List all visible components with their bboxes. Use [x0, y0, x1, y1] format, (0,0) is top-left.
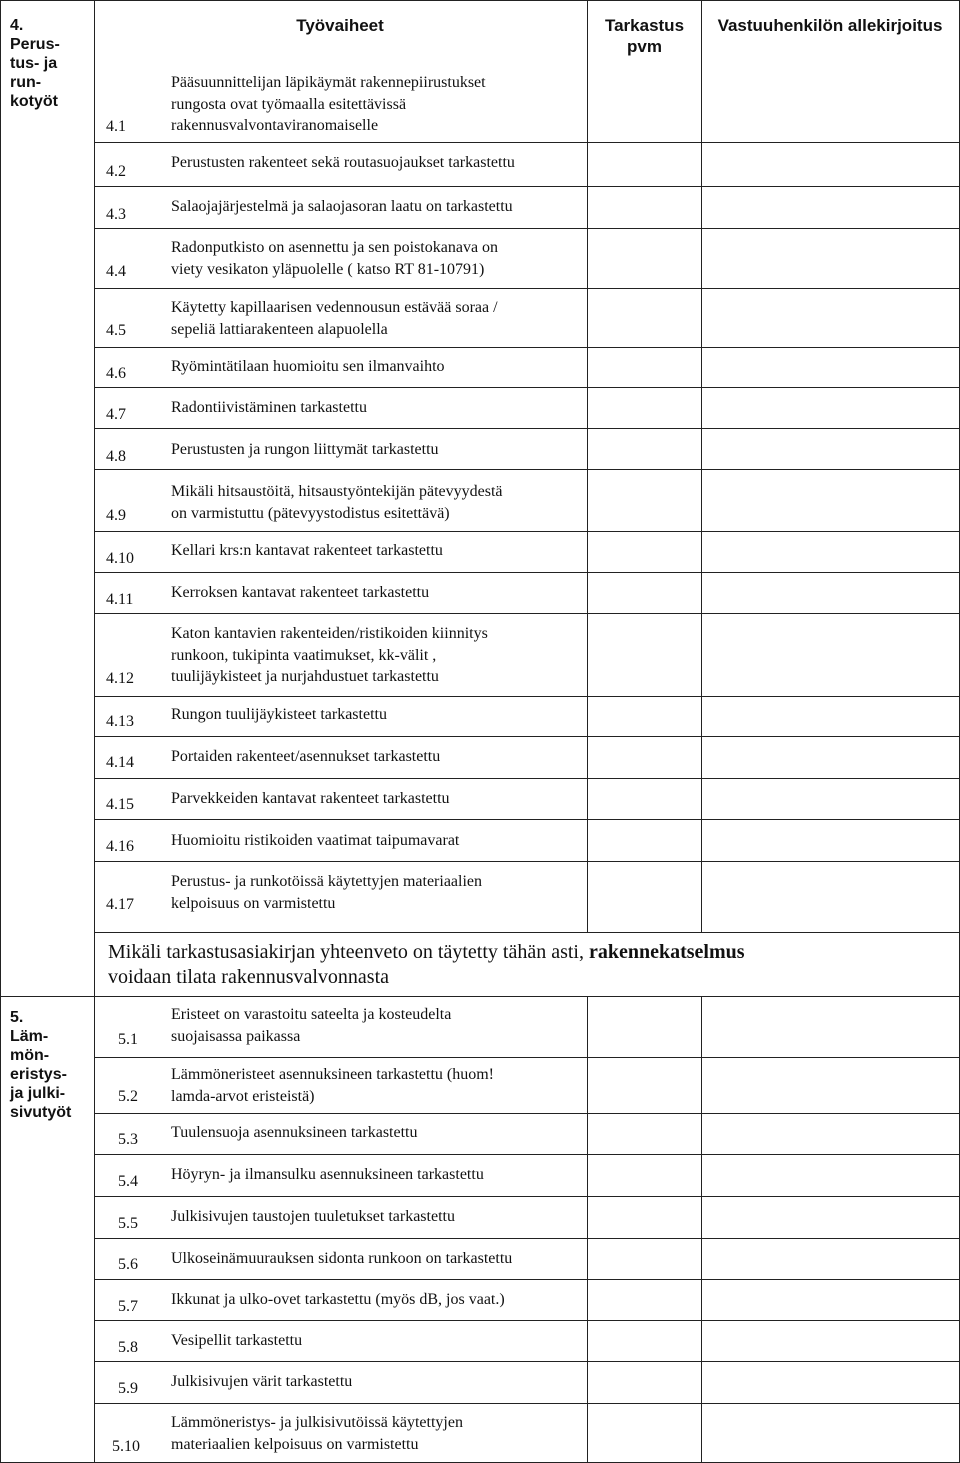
- row-task: Perustus- ja runkotöissä käytettyjen materiaalien kelpoisuus on varmistettu: [171, 873, 483, 912]
- header-signature: Vastuuhenkilön allekirjoitus: [717, 16, 943, 35]
- note-line-2: voidaan tilata rakennusvalvonnasta: [108, 966, 390, 988]
- row-number: 4.10: [106, 550, 134, 567]
- row-task: Huomioitu ristikoiden vaatimat taipumavarat: [171, 832, 460, 849]
- row-number: 4.6: [106, 365, 126, 382]
- row-number: 4.11: [106, 591, 134, 608]
- row-number: 5.4: [118, 1173, 138, 1190]
- row-task: Ulkoseinämuurauksen sidonta runkoon on tarkastettu: [171, 1250, 513, 1267]
- row-task: Radonputkisto on asennettu ja sen poistokanava on viety vesikaton yläpuolelle ( katso RT 81-10791): [171, 239, 499, 278]
- row-number: 5.2: [118, 1088, 138, 1105]
- note-line-1: [108, 940, 948, 965]
- row-number: 4.15: [106, 796, 134, 813]
- row-number: 4.13: [106, 713, 134, 730]
- row-task: Perustusten ja rungon liittymät tarkastettu: [171, 441, 439, 458]
- row-task: Pääsuunnittelijan läpikäymät rakennepiirustukset rungosta ovat työmaalla esitettävissä rakennusvalvontaviranomaiselle: [171, 74, 486, 134]
- row-number: 4.2: [106, 163, 126, 180]
- row-number: 5.9: [118, 1380, 138, 1397]
- row-task: Rungon tuulijäykisteet tarkastettu: [171, 706, 387, 723]
- row-task: Lämmöneristeet asennuksineen tarkastettu (huom! lamda-arvot eristeistä): [171, 1066, 495, 1105]
- row-number: 5.1: [118, 1031, 138, 1048]
- note-bold: rakennekatselmus: [588, 941, 745, 963]
- row-task: Portaiden rakenteet/asennukset tarkastettu: [171, 748, 441, 765]
- row-number: 4.1: [106, 118, 126, 135]
- row-number: 4.4: [106, 263, 126, 280]
- row-number: 4.3: [106, 206, 126, 223]
- note-text: Mikäli tarkastusasiakirjan yhteenveto on täytetty tähän asti,: [108, 941, 589, 963]
- row-number: 4.8: [106, 448, 126, 465]
- row-number: 4.14: [106, 754, 134, 771]
- row-task: Ryömintätilaan huomioitu sen ilmanvaihto: [171, 358, 445, 375]
- row-task: Ikkunat ja ulko-ovet tarkastettu (myös dB, jos vaat.): [171, 1291, 505, 1308]
- row-number: 5.6: [118, 1256, 138, 1273]
- row-task: Lämmöneristys- ja julkisivutöissä käytettyjen materiaalien kelpoisuus on varmistettu: [171, 1414, 463, 1453]
- row-number: 4.9: [106, 507, 126, 524]
- row-task: Tuulensuoja asennuksineen tarkastettu: [171, 1124, 418, 1141]
- header-check-date-line2: pvm: [627, 37, 662, 56]
- row-number: 4.5: [106, 322, 126, 339]
- section-5-title: 5. Läm- mön- eristys- ja julki- sivutyöt: [10, 1009, 72, 1121]
- row-task: Perustusten rakenteet sekä routasuojaukset tarkastettu: [171, 154, 515, 171]
- row-task: Radontiivistäminen tarkastettu: [171, 399, 367, 416]
- row-task: Höyryn- ja ilmansulku asennuksineen tarkastettu: [171, 1166, 484, 1183]
- row-number: 4.17: [106, 896, 134, 913]
- row-number: 5.3: [118, 1131, 138, 1148]
- row-task: Parvekkeiden kantavat rakenteet tarkastettu: [171, 790, 450, 807]
- row-task: Kellari krs:n kantavat rakenteet tarkastettu: [171, 542, 443, 559]
- inspection-note: [108, 940, 948, 990]
- header-check-date: [588, 15, 701, 57]
- row-task: Mikäli hitsaustöitä, hitsaustyöntekijän pätevyydestä on varmistuttu (pätevyystodistus esitettävä): [171, 483, 503, 522]
- row-number: 4.16: [106, 838, 134, 855]
- row-task: Julkisivujen värit tarkastettu: [171, 1373, 353, 1390]
- row-number: 5.8: [118, 1339, 138, 1356]
- row-number: 4.7: [106, 406, 126, 423]
- row-task: Salaojajärjestelmä ja salaojasoran laatu on tarkastettu: [171, 198, 513, 215]
- row-task: Katon kantavien rakenteiden/ristikoiden kiinnitys runkoon, tukipinta vaatimukset, kk-välit , tuulijäykisteet ja nurjahdustuet tarkastettu: [171, 625, 488, 685]
- row-task: Kerroksen kantavat rakenteet tarkastettu: [171, 584, 430, 601]
- row-number: 5.5: [118, 1215, 138, 1232]
- row-task: Eristeet on varastoitu sateelta ja kosteudelta suojaisassa paikassa: [171, 1006, 452, 1045]
- header-tasks: Työvaiheet: [296, 16, 384, 35]
- row-number: 5.10: [112, 1438, 140, 1455]
- section-4-title: 4. Perus- tus- ja run- kotyöt: [10, 17, 60, 110]
- row-number: 5.7: [118, 1298, 138, 1315]
- row-task: Käytetty kapillaarisen vedennousun estävää soraa / sepeliä lattiarakenteen alapuolella: [171, 299, 498, 338]
- row-task: Julkisivujen taustojen tuuletukset tarkastettu: [171, 1208, 455, 1225]
- header-check-date-line1: Tarkastus: [604, 16, 685, 35]
- row-number: 4.12: [106, 670, 134, 687]
- row-task: Vesipellit tarkastettu: [171, 1332, 303, 1349]
